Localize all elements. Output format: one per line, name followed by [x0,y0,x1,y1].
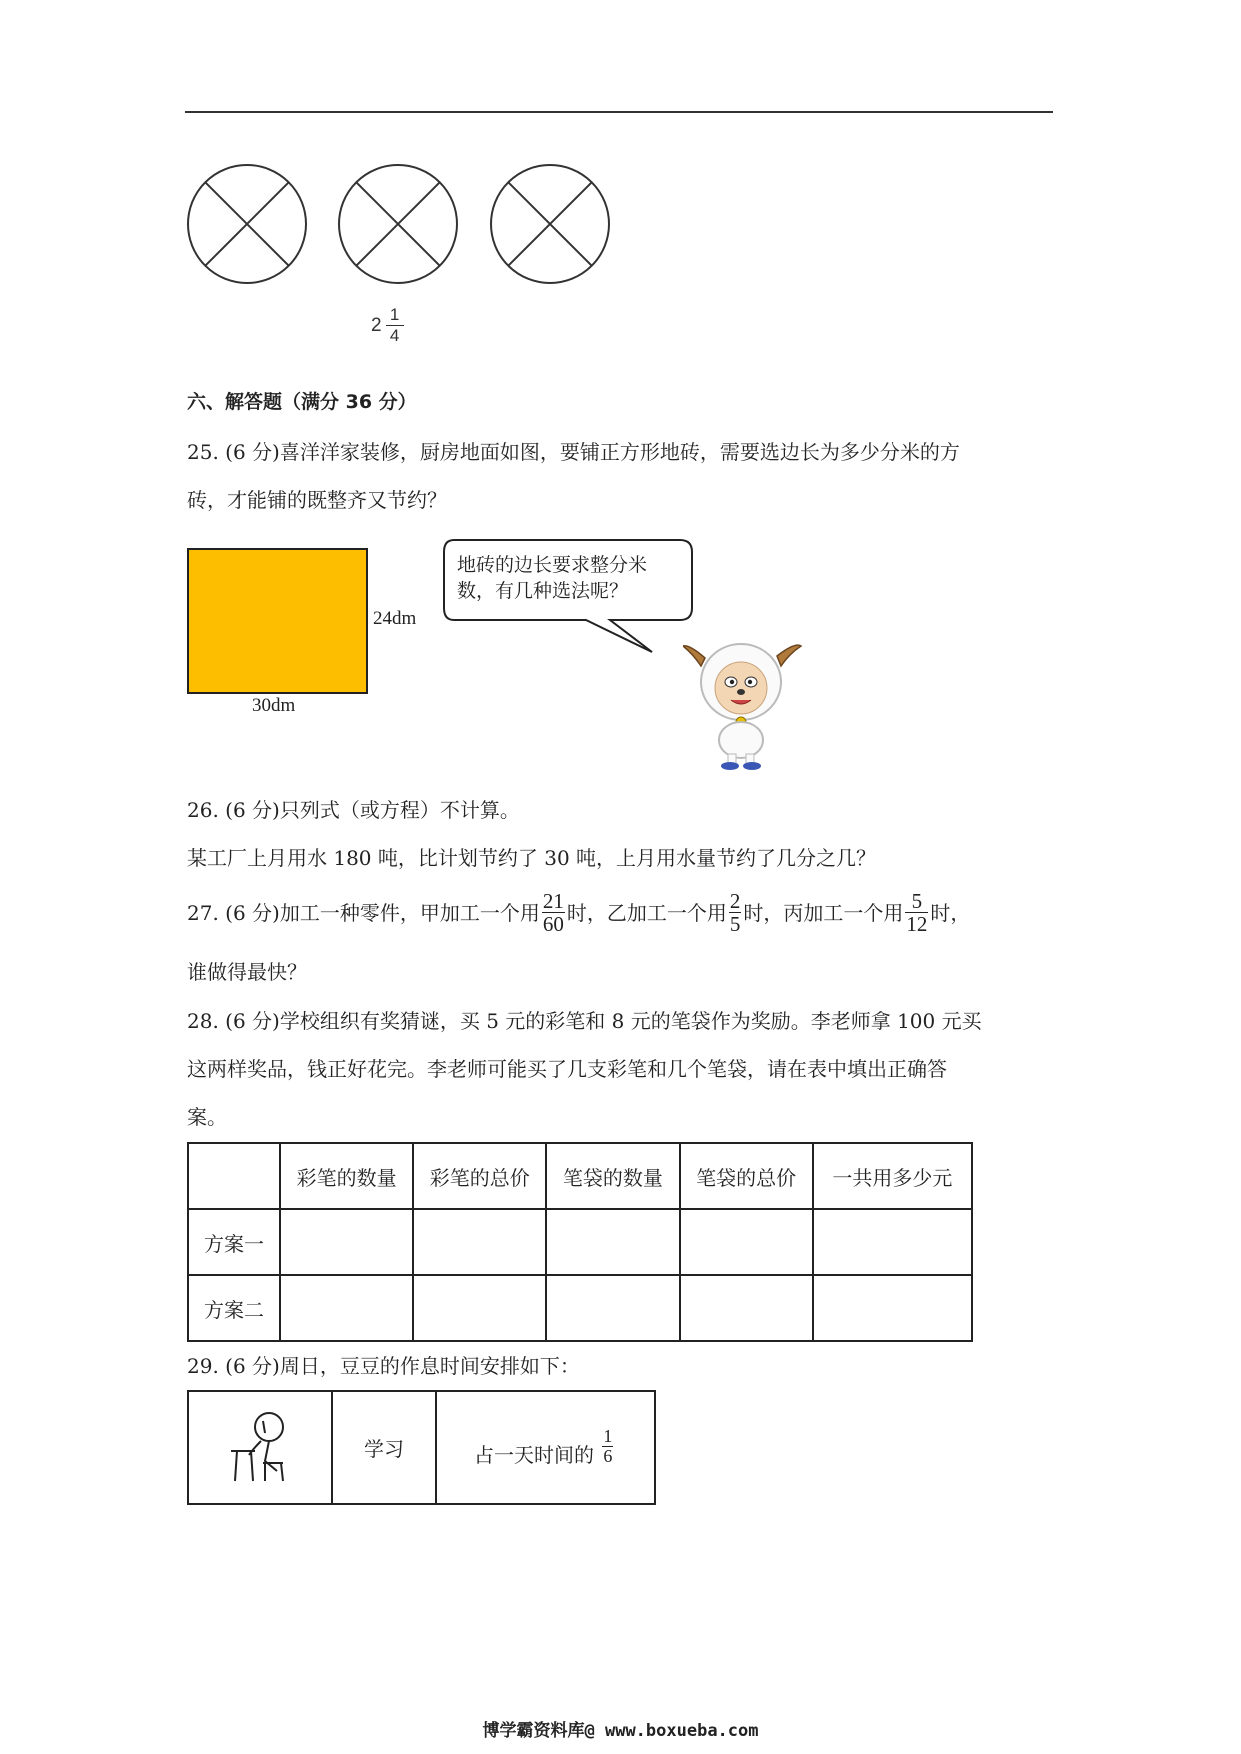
bubble-text-1: 地砖的边长要求整分米 [457,554,648,576]
table-row [188,1209,972,1275]
answer-cell[interactable] [413,1275,546,1341]
row-label: 方案一 [188,1209,280,1275]
answer-cell[interactable] [813,1209,972,1275]
circle-3 [491,165,609,283]
portion-text: 占一天时间的 [474,1443,594,1467]
q27-prefix: 27. (6 分)加工一种零件，甲加工一个用 [187,900,540,925]
answer-cell[interactable] [680,1275,813,1341]
kitchen-floor-rectangle [187,548,368,694]
q27-suffix: 时， [930,900,971,925]
table-header-cell: 笔袋的数量 [546,1143,679,1209]
answer-cell[interactable] [813,1275,972,1341]
q28-line2: 这两样奖品，钱正好花完。李老师可能买了几支彩笔和几个笔袋，请在表中填出正确答 [187,1057,947,1081]
q27-fraction-1: $\frac{21}{60}$ [542,889,564,936]
q27-line2: 谁做得最快？ [187,960,307,984]
table-header-row [188,1143,972,1209]
table-header-cell: 彩笔的数量 [280,1143,413,1209]
table-header-cell: 一共用多少元 [813,1143,972,1209]
answer-cell[interactable] [546,1275,679,1341]
table-row [188,1391,655,1504]
q26-line1: 26. (6 分)只列式（或方程）不计算。 [187,798,520,822]
q29-schedule-table [187,1390,656,1505]
mixed-number-label [371,305,404,346]
width-label: 30dm [252,695,296,716]
table-header-cell [188,1143,280,1209]
answer-cell[interactable] [413,1209,546,1275]
q26-line2: 某工厂上月用水 180 吨，比计划节约了 30 吨，上月用水量节约了几分之几？ [187,846,877,870]
sheep-cartoon-icon [683,636,803,772]
q27-fraction-2: $\frac{2}{5}$ [729,889,741,936]
portion-cell [436,1391,655,1504]
answer-cell[interactable] [280,1275,413,1341]
table-row [188,1275,972,1341]
table-header-cell: 笔袋的总价 [680,1143,813,1209]
q27-mid1: 时，乙加工一个用 [566,900,727,925]
circles-figure [182,162,622,294]
q27-fraction-3: $\frac{5}{12}$ [906,889,928,936]
q27-line1 [187,890,970,935]
answer-cell[interactable] [546,1209,679,1275]
circle-2 [339,165,457,283]
q28-line3: 案。 [187,1105,227,1129]
q28-answer-table [187,1142,973,1342]
q25-line2: 砖，才能铺的既整齐又节约？ [187,488,447,512]
portion-fraction: $\frac{1}{6}$ [603,1426,613,1466]
studying-child-icon [225,1405,295,1485]
answer-cell[interactable] [280,1209,413,1275]
q27-mid2: 时，丙加工一个用 [743,900,904,925]
q28-line1: 28. (6 分)学校组织有奖猜谜，买 5 元的彩笔和 8 元的笔袋作为奖励。李老师拿 100 元买 [187,1009,982,1033]
header-rule [185,111,1053,113]
row-label: 方案二 [188,1275,280,1341]
answer-cell[interactable] [680,1209,813,1275]
table-header-cell: 彩笔的总价 [413,1143,546,1209]
study-picture-cell [188,1391,332,1504]
mixed-numerator: 1 [389,305,400,324]
section-heading: 六、解答题（满分 36 分） [187,391,417,413]
q29-line1: 29. (6 分)周日，豆豆的作息时间安排如下： [187,1354,580,1378]
footer-watermark: 博学霸资料库@ www.boxueba.com [482,1721,759,1741]
mixed-whole: 2 [371,314,382,336]
bubble-text-2: 数，有几种选法呢？ [457,580,629,602]
activity-cell: 学习 [332,1391,436,1504]
circle-1 [188,165,306,283]
mixed-denominator: 4 [389,326,400,345]
q25-line1: 25. (6 分)喜洋洋家装修，厨房地面如图，要铺正方形地砖，需要选边长为多少分米的方 [187,440,960,464]
height-label: 24dm [373,608,417,629]
